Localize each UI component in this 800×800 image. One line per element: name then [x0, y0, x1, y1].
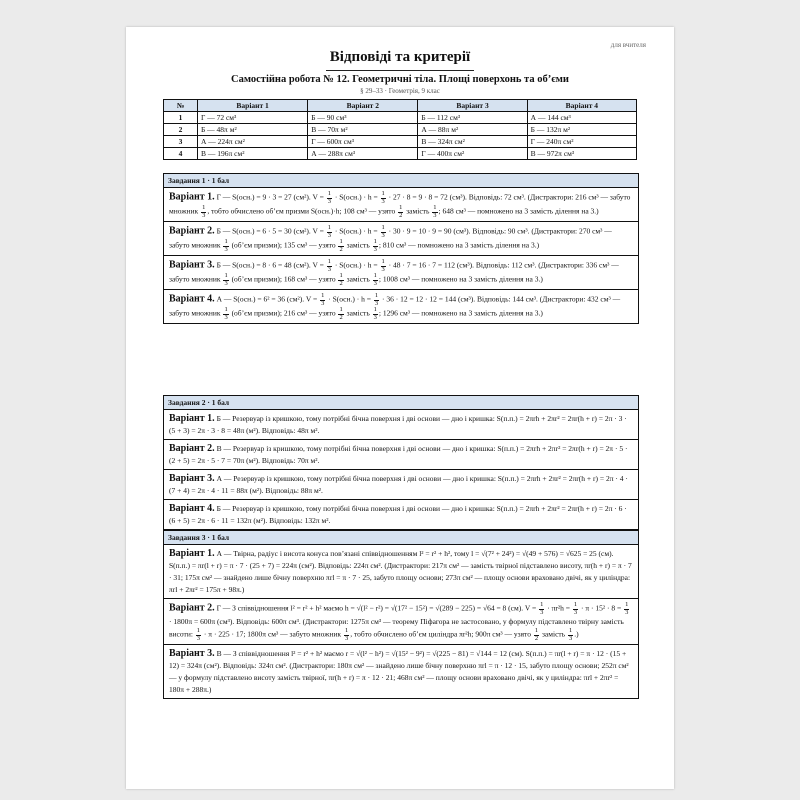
solution-text: (об’єм призми); 216 см³ — узято — [229, 308, 338, 318]
solution-text: замість — [344, 308, 372, 318]
solution-text: (об’єм призми); 168 см³ — узято — [229, 274, 338, 284]
fraction-one-half: $\frac{1}{2}$ — [339, 238, 343, 253]
variant-label: Варіант 2. — [169, 602, 215, 614]
table-cell: 4 — [164, 148, 198, 160]
solution-text: · S(осн.) · h = — [332, 260, 380, 270]
solution-text: , тобто обчислено об’єм призми S(осн.)·h; 108 см³ — узято — [207, 206, 398, 216]
task-3-variant-2 — [164, 599, 638, 645]
solution-text: · 48 · 7 = 16 · 7 = 112 (см³). Відповідь: 112 см³. (Дистрактори: 336 см³ — забуто множник — [169, 260, 619, 284]
solution-text: ; 648 см³ — помножено на 3 замість ділення на 3.) — [438, 206, 599, 216]
fraction-one-third: $\frac{1}{3}$ — [373, 238, 377, 253]
fraction-one-third: $\frac{1}{3}$ — [381, 190, 385, 205]
fraction-one-half: $\frac{1}{2}$ — [339, 306, 343, 321]
variant-label: Варіант 1. — [169, 548, 215, 559]
solution-text: · 27 · 8 = 9 · 8 = 72 (см³). Відповідь: 72 см³. (Дистрактори: 216 см³ — забуто множник — [169, 192, 631, 216]
variant-label: Варіант 1. — [169, 191, 215, 203]
solution-text: замість — [344, 240, 372, 250]
fraction-one-third: $\frac{1}{3}$ — [327, 258, 331, 273]
table-row — [164, 124, 637, 136]
variant-label: Варіант 4. — [169, 503, 215, 514]
task-1-heading: Завдання 1 · 1 бал — [164, 174, 638, 188]
solution-text: · 1800π = 600π (см³). Відповідь: 600π см³. (Дистрактори: 1275π см³ — теорему Піфагора не застосовано, у формулу підставлено твірну замість висоти: — [169, 617, 624, 639]
table-header: Варіант 2 — [308, 100, 418, 112]
fraction-one-half: $\frac{1}{2}$ — [534, 627, 539, 642]
table-cell: В — 324π см² — [418, 136, 527, 148]
page-title: Відповіді та критерії — [329, 49, 471, 65]
table-cell: 1 — [164, 112, 198, 124]
task-2-variant-3 — [164, 470, 638, 500]
task-3-heading: Завдання 3 · 1 бал — [164, 531, 638, 545]
section-reference: § 29–33 · Геометрія, 9 клас — [360, 87, 440, 95]
fraction-one-third: $\frac{1}{3}$ — [321, 292, 325, 307]
fraction-one-half: $\frac{1}{2}$ — [399, 204, 403, 219]
solution-text: Б — Резервуар із кришкою, тому потрібні бічна поверхня і дві основи — дно і кришка: S(п.п.) = 2πrh + 2πr² = 2πr(h + r) = 2π · 6 · (6 + 5) = 2π · 6 · 11 = 132π (м²). Відповідь: 132π м². — [169, 504, 627, 525]
table-cell: В — 972π см³ — [527, 148, 636, 160]
solution-text: А — S(осн.) = 6² = 36 (см²). V = — [216, 294, 320, 304]
table-header: Варіант 1 — [198, 100, 308, 112]
solution-text: , тобто обчислено об’єм циліндра πr²h; 900π см³ — узято — [350, 629, 533, 639]
table-row — [164, 148, 637, 160]
task-1-variant-3 — [164, 256, 638, 290]
variant-label: Варіант 4. — [169, 293, 215, 305]
solution-text: Г — S(осн.) = 9 · 3 = 27 (см²). V = — [216, 192, 326, 202]
fraction-one-third: $\frac{1}{3}$ — [433, 204, 437, 219]
variant-label: Варіант 3. — [169, 648, 215, 659]
solution-text: ; 1008 см³ — помножено на 3 замість ділення на 3.) — [378, 274, 543, 284]
solution-text: · π · 225 · 17; 1800π см³ — забуто множник — [202, 629, 343, 639]
table-header: Варіант 4 — [527, 100, 636, 112]
table-cell: Г — 600π см³ — [308, 136, 418, 148]
table-cell: А — 288π см³ — [308, 148, 418, 160]
answer-sheet-page — [126, 27, 674, 789]
fraction-one-third: $\frac{1}{3}$ — [327, 190, 331, 205]
table-cell: А — 224π см² — [198, 136, 308, 148]
table-header: Варіант 3 — [418, 100, 527, 112]
variant-label: Варіант 3. — [169, 259, 215, 271]
task-3-variant-1 — [164, 545, 638, 599]
solution-text: замість — [540, 629, 567, 639]
task-2-variant-2 — [164, 440, 638, 470]
table-header-row — [164, 100, 637, 112]
task-3-variant-3 — [164, 645, 638, 698]
task-2-variant-1 — [164, 410, 638, 440]
solution-text: · S(осн.) · h = — [332, 226, 380, 236]
table-cell: Б — 132π м² — [527, 124, 636, 136]
table-cell: 3 — [164, 136, 198, 148]
fraction-one-third: $\frac{1}{3}$ — [224, 272, 228, 287]
table-cell: В — 70π м² — [308, 124, 418, 136]
fraction-one-third: $\frac{1}{3}$ — [625, 601, 629, 616]
solution-text: ; 810 см³ — помножено на 3 замість ділення на 3.) — [378, 240, 540, 250]
table-cell: Б — 90 см³ — [308, 112, 418, 124]
table-cell: Г — 240π см² — [527, 136, 636, 148]
variant-label: Варіант 2. — [169, 443, 215, 454]
task-2-box — [163, 395, 639, 530]
solution-text: .) — [574, 629, 579, 639]
fraction-one-third: $\frac{1}{3}$ — [344, 627, 349, 642]
variant-label: Варіант 2. — [169, 225, 215, 237]
table-cell: 2 — [164, 124, 198, 136]
solution-text: · πr²h = — [545, 603, 572, 613]
fraction-one-third: $\frac{1}{3}$ — [224, 238, 228, 253]
solution-text: В — З співвідношення l² = r² + h² маємо r = √(l² − h²) = √(15² − 9²) = √(225 − 81) = √144 = 12 (см). S(п.п.) = πr(l + r) = π · 12 · (15 + 12) = 324π (см²). Відповідь: 324π см². (Дистрактори: 180π см² — знайдено лише бічну поверхню πrl = π · 12 · 15, забуто площу основи; 252π см² — у формулу підставлено висоту замість твірної, πr(h + r) = π · 12 · 21; 468π см² — площу основи враховано двічі, як у циліндра: πrl + 2πr² = 180π + 288π.) — [169, 649, 629, 694]
variant-label: Варіант 1. — [169, 413, 215, 424]
solution-text: В — Резервуар із кришкою, тому потрібні бічна поверхня і дві основи — дно і кришка: S(п.п.) = 2πrh + 2πr² = 2πr(h + r) = 2π · 5 · (2 + 5) = 2π · 5 · 7 = 70π (м²). Відповідь: 70π м². — [169, 444, 628, 465]
answer-key-table — [163, 99, 637, 160]
fraction-one-third: $\frac{1}{3}$ — [569, 627, 573, 642]
solution-text: замість — [404, 206, 432, 216]
fraction-one-third: $\frac{1}{3}$ — [573, 601, 578, 616]
solution-text: А — Твірна, радіус і висота конуса пов’язані співвідношенням l² = r² + h², тому l = √(7² + 24²) = √(49 + 576) = √625 = 25 (см). S(п.п.) = πr(l + r) = π · 7 · (25 + 7) = 224π (см²). Відповідь: 224π см². (Дистрактори: 217π см² — замість твірної підставлено висоту, πr(h + r) = π · 7 · 31; 175π см² — знайдено лише бічну поверхню πrl = π · 7 · 25, забуто площу основи; 273π см² — площу основи враховано двічі, як у циліндра: πrl + 2πr² = 175π + 98π.) — [169, 549, 632, 594]
task-2-heading: Завдання 2 · 1 бал — [164, 396, 638, 410]
solution-text: · 36 · 12 = 12 · 12 = 144 (см³). Відповідь: 144 см³. (Дистрактори: 432 см³ — забуто множник — [169, 294, 621, 318]
task-1-variant-2 — [164, 222, 638, 256]
teacher-note: для вчителя — [610, 41, 646, 49]
table-cell: Б — 48π м² — [198, 124, 308, 136]
solution-text: ; 1296 см³ — помножено на 3 замість ділення на 3.) — [378, 308, 543, 318]
fraction-one-third: $\frac{1}{3}$ — [540, 601, 544, 616]
table-cell: А — 144 см³ — [527, 112, 636, 124]
solution-text: · 30 · 9 = 10 · 9 = 90 (см³). Відповідь: 90 см³. (Дистрактори: 270 см³ — забуто множник — [169, 226, 612, 250]
fraction-one-third: $\frac{1}{3}$ — [373, 306, 377, 321]
solution-text: замість — [344, 274, 372, 284]
solution-text: · S(осн.) · h = — [326, 294, 373, 304]
fraction-one-third: $\frac{1}{3}$ — [224, 306, 228, 321]
table-row — [164, 136, 637, 148]
task-1-variant-4 — [164, 290, 638, 323]
task-1-variant-1 — [164, 188, 638, 222]
table-cell: В — 196π см² — [198, 148, 308, 160]
fraction-one-third: $\frac{1}{3}$ — [202, 204, 206, 219]
fraction-one-third: $\frac{1}{3}$ — [196, 627, 201, 642]
solution-text: Г — З співвідношення l² = r² + h² маємо h = √(l² − r²) = √(17² − 15²) = √(289 − 225) = √64 = 8 (см). V = — [216, 603, 539, 613]
solution-text: Б — S(осн.) = 6 · 5 = 30 (см²). V = — [216, 226, 326, 236]
solution-text: · S(осн.) · h = — [333, 192, 380, 202]
table-cell: Г — 72 см³ — [198, 112, 308, 124]
table-cell: А — 88π м² — [418, 124, 527, 136]
solution-text: Б — S(осн.) = 8 · 6 = 48 (см²). V = — [216, 260, 326, 270]
table-header: № — [164, 100, 198, 112]
fraction-one-third: $\frac{1}{3}$ — [373, 272, 377, 287]
solution-text: Б — Резервуар із кришкою, тому потрібні бічна поверхня і дві основи — дно і кришка: S(п.п.) = 2πrh + 2πr² = 2πr(h + r) = 2π · 3 · (5 + 3) = 2π · 3 · 8 = 48π (м²). Відповідь: 48π м². — [169, 414, 627, 435]
solution-text: (об’єм призми); 135 см³ — узято — [229, 240, 338, 250]
solution-text: А — Резервуар із кришкою, тому потрібні бічна поверхня і дві основи — дно і кришка: S(п.п.) = 2πrh + 2πr² = 2πr(h + r) = 2π · 4 · (7 + 4) = 2π · 4 · 11 = 88π (м²). Відповідь: 88π м². — [169, 474, 628, 495]
task-1-box — [163, 173, 639, 324]
fraction-one-third: $\frac{1}{3}$ — [381, 258, 385, 273]
task-3-box — [163, 530, 639, 699]
page-subtitle: Самостійна робота № 12. Геометричні тіла. Площі поверхонь та об’єми — [231, 74, 569, 85]
fraction-one-half: $\frac{1}{2}$ — [339, 272, 343, 287]
fraction-one-third: $\frac{1}{3}$ — [327, 224, 331, 239]
fraction-one-third: $\frac{1}{3}$ — [374, 292, 379, 307]
table-cell: Б — 112 см³ — [418, 112, 527, 124]
variant-label: Варіант 3. — [169, 473, 215, 484]
task-2-variant-4 — [164, 500, 638, 529]
solution-text: · π · 15² · 8 = — [579, 603, 624, 613]
table-cell: Г — 400π см² — [418, 148, 527, 160]
title-underline — [326, 70, 474, 71]
fraction-one-third: $\frac{1}{3}$ — [381, 224, 385, 239]
table-row — [164, 112, 637, 124]
